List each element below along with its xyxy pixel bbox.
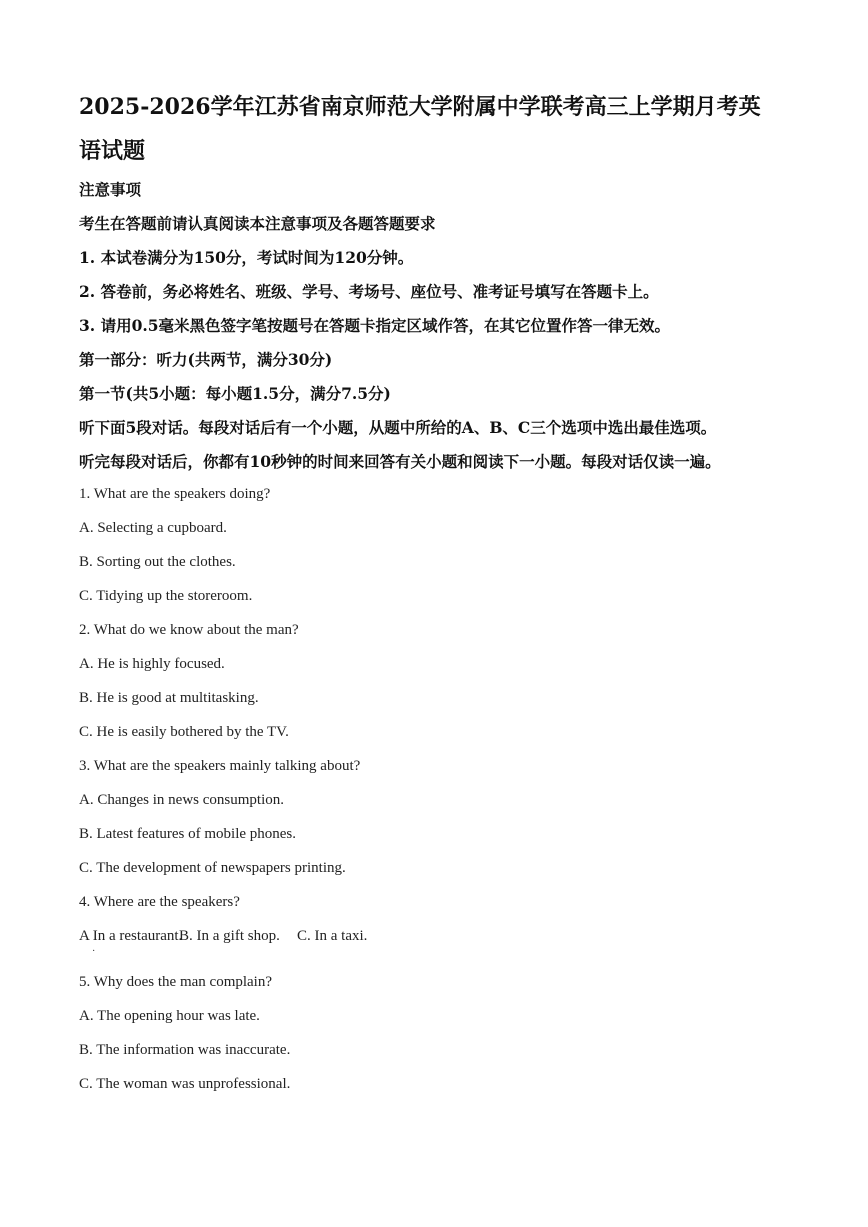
- question-3-option-a: A. Changes in news consumption.: [79, 792, 284, 808]
- stray-dot-mark: ·: [92, 946, 96, 957]
- notice-item-3: 3. 请用0.5毫米黑色签字笔按题号在答题卡指定区域作答，在其它位置作答一律无效。: [79, 316, 671, 335]
- question-4-option-a: A In a restaurant.: [79, 928, 183, 944]
- question-5-option-a: A. The opening hour was late.: [79, 1008, 260, 1024]
- directions-line-2: 听完每段对话后，你都有10秒钟的时间来回答有关小题和阅读下一小题。每段对话仅读一遍。: [79, 452, 721, 471]
- question-1-option-a: A. Selecting a cupboard.: [79, 520, 227, 536]
- notice-heading: 注意事项: [79, 180, 142, 199]
- question-4-stem: 4. Where are the speakers?: [79, 894, 240, 910]
- question-4-option-c: C. In a taxi.: [297, 928, 368, 944]
- exam-title-line-1: 2025-2026学年江苏省南京师范大学附属中学联考高三上学期月考英: [79, 94, 761, 120]
- exam-title-line-2: 语试题: [79, 138, 146, 164]
- question-2-option-a: A. He is highly focused.: [79, 656, 225, 672]
- question-5-stem: 5. Why does the man complain?: [79, 974, 273, 990]
- question-4-options: [79, 928, 367, 945]
- part1-heading: 第一部分：听力(共两节，满分30分): [79, 350, 333, 369]
- question-3-option-c: C. The development of newspapers printing.: [79, 860, 346, 876]
- question-5-option-c: C. The woman was unprofessional.: [79, 1076, 291, 1092]
- directions-line-1: 听下面5段对话。每段对话后有一个小题，从题中所给的A、B、C三个选项中选出最佳选项。: [79, 418, 717, 437]
- section1-heading: 第一节(共5小题：每小题1.5分，满分7.5分): [79, 384, 391, 403]
- notice-item-2: 2. 答卷前，务必将姓名、班级、学号、考场号、座位号、准考证号填写在答题卡上。: [79, 282, 659, 301]
- question-2-stem: 2. What do we know about the man?: [79, 622, 299, 638]
- question-1-stem: 1. What are the speakers doing?: [79, 486, 271, 502]
- question-4-option-b: B. In a gift shop.: [179, 928, 280, 944]
- question-2-option-b: B. He is good at multitasking.: [79, 690, 259, 706]
- question-1-option-b: B. Sorting out the clothes.: [79, 554, 236, 570]
- notice-instruction: 考生在答题前请认真阅读本注意事项及各题答题要求: [79, 214, 436, 233]
- notice-item-1: 1. 本试卷满分为150分，考试时间为120分钟。: [79, 248, 414, 267]
- question-3-stem: 3. What are the speakers mainly talking about?: [79, 758, 361, 774]
- question-1-option-c: C. Tidying up the storeroom.: [79, 588, 253, 604]
- question-5-option-b: B. The information was inaccurate.: [79, 1042, 291, 1058]
- question-3-option-b: B. Latest features of mobile phones.: [79, 826, 297, 842]
- question-2-option-c: C. He is easily bothered by the TV.: [79, 724, 289, 740]
